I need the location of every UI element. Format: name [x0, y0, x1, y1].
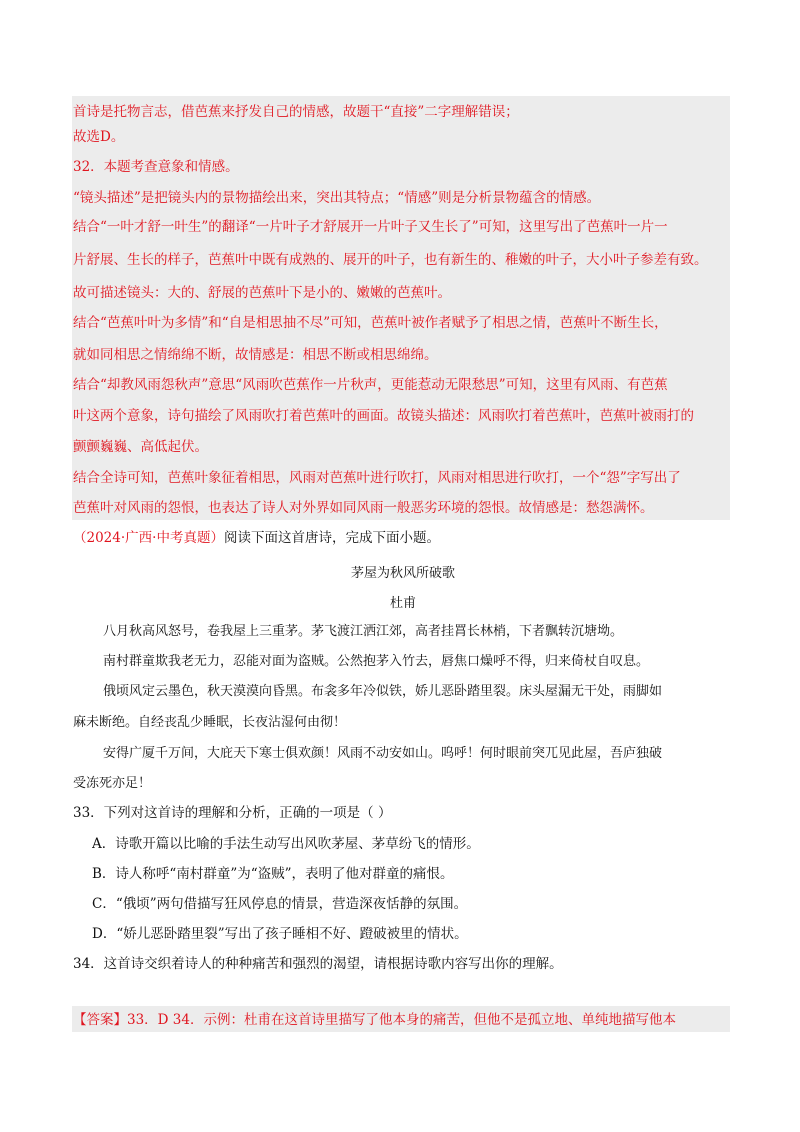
q32-analysis-line: 芭蕉叶对风雨的怨恨，也表达了诗人对外界如同风雨一般恶劣环境的怨恨。故情感是：愁怨满怀。: [73, 500, 654, 516]
poem-line: 八月秋高风怒号，卷我屋上三重茅。茅飞渡江洒江郊，高者挂罥长林梢，下者飘转沉塘坳。: [103, 624, 624, 639]
source-tag: （2024·广西·中考真题）: [73, 530, 224, 546]
source-intro: 阅读下面这首唐诗，完成下面小题。: [223, 530, 440, 546]
q32-analysis-line: 叶这两个意象，诗句描绘了风雨吹打着芭蕉叶的画面。故镜头描述：风雨吹打着芭蕉叶，芭蕉叶被雨打的: [73, 408, 694, 424]
q33-option-c: C．“俄顷”两句借描写狂风停息的情景，营造深夜恬静的氛围。: [92, 896, 468, 912]
q33-option-d: D．“娇儿恶卧踏里裂”写出了孩子睡相不好、蹬破被里的情状。: [92, 926, 468, 942]
q34-stem: 34．这首诗交织着诗人的种种痛苦和强烈的渴望，请根据诗歌内容写出你的理解。: [73, 956, 563, 972]
q32-analysis-line: 颤颤巍巍、高低起伏。: [73, 439, 208, 455]
poem-line: 麻未断绝。自经丧乱少睡眠，长夜沾湿何由彻！: [73, 715, 347, 730]
q33-stem: 33．下列对这首诗的理解和分析，正确的一项是（ ）: [73, 805, 392, 821]
q32-analysis-line: 片舒展、生长的样子，芭蕉叶中既有成熟的、展开的叶子，也有新生的、稚嫩的叶子，大小叶子参差有致。: [73, 252, 708, 268]
q33-option-a: A．诗歌开篇以比喻的手法生动写出风吹茅屋、茅草纷飞的情形。: [92, 836, 480, 852]
analysis-line: 首诗是托物言志，借芭蕉来抒发自己的情感，故题干“直接”二字理解错误；: [73, 104, 519, 120]
poem-line: 安得广厦千万间，大庇天下寒士俱欢颜！风雨不动安如山。呜呼！何时眼前突兀见此屋，吾庐独破: [103, 746, 663, 761]
poem-title: 茅屋为秋风所破歌: [350, 566, 455, 581]
poem-line: 受冻死亦足！: [73, 776, 152, 791]
q32-analysis-line: 结合全诗可知，芭蕉叶象征着相思，风雨对芭蕉叶进行吹打，风雨对相思进行吹打，一个“怨”字写出了: [73, 470, 681, 486]
q32-analysis-line: 结合“却教风雨怨秋声”意思“风雨吹芭蕉作一片秋声，更能惹动无限愁思”可知，这里有风雨、有芭蕉: [73, 377, 668, 393]
q32-heading: 32．本题考查意象和情感。: [73, 159, 239, 175]
q32-analysis-line: 就如同相思之情绵绵不断，故情感是：相思不断或相思绵绵。: [73, 347, 438, 363]
q33-option-b: B．诗人称呼“南村群童”为“盗贼”，表明了他对群童的痛恨。: [92, 866, 454, 882]
poem-line: 俄顷风定云墨色，秋天漠漠向昏黑。布衾多年冷似铁，娇儿恶卧踏里裂。床头屋漏无干处，雨脚如: [103, 684, 663, 699]
q32-analysis-line: 结合“芭蕉叶叶为多情”和“自是相思抽不尽”可知，芭蕉叶被作者赋予了相思之情，芭蕉叶不断生长，: [73, 315, 668, 331]
q32-analysis-line: “镜头描述”是把镜头内的景物描绘出来，突出其特点；“情感”则是分析景物蕴含的情感。: [73, 190, 601, 206]
q32-analysis-line: 结合“一叶才舒一叶生”的翻译“一片叶子才舒展开一片叶子又生长了”可知，这里写出了芭蕉叶一片一: [73, 219, 668, 235]
analysis-conclusion: 故选D。: [73, 129, 125, 145]
poem-author: 杜甫: [389, 596, 416, 611]
answer-line: 【答案】33．D 34．示例：杜甫在这首诗里描写了他本身的痛苦，但他不是孤立地、单纯地描写他本: [73, 1012, 676, 1028]
q32-analysis-line: 故可描述镜头：大的、舒展的芭蕉叶下是小的、嫩嫩的芭蕉叶。: [73, 285, 451, 301]
poem-line: 南村群童欺我老无力，忍能对面为盗贼。公然抱茅入竹去，唇焦口燥呼不得，归来倚杖自叹息。: [103, 654, 650, 669]
source-line: [73, 528, 733, 548]
